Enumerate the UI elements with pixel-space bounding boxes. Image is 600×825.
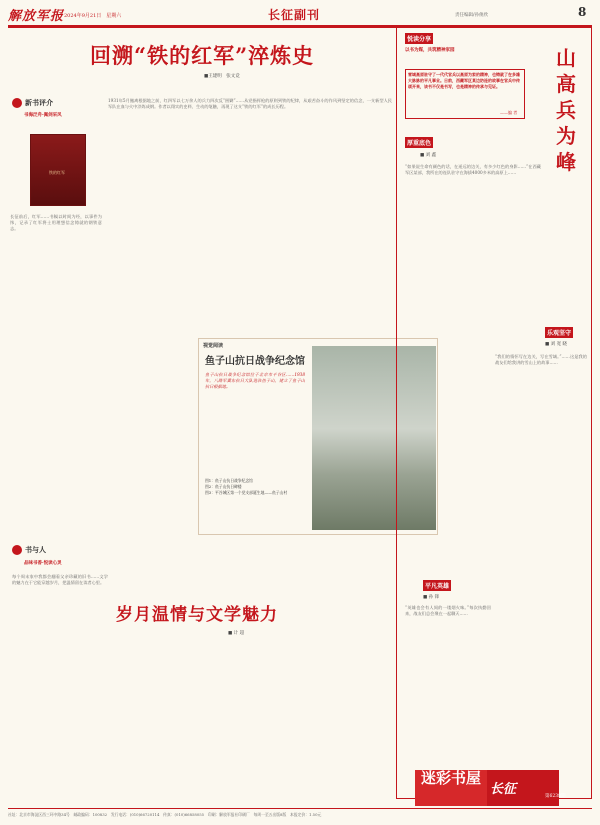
headline-byline: ■王建明 张文竞 — [204, 74, 240, 79]
section-kicker — [405, 137, 433, 148]
main-article-body-continued — [108, 340, 192, 530]
section-byline: ■ 孙 锋 — [423, 595, 440, 600]
page-number: 8 — [578, 5, 587, 19]
section-body: “如果说生命有颜色的话，在遥远的边关，有多少红色的身影……”在西藏军区某部，我所在的连队驻守在海拔4000多米的高原上…… — [405, 164, 541, 176]
new-book-kicker-label: 新书评介 — [25, 98, 53, 107]
editor-quote-author: ——编 者 — [500, 110, 518, 115]
main-article-body: 1931年5月撤离根据地之前，红四军以七万余人的兵力四次反“围剿”……从党指挥枪的原则到铁的纪律，从艰苦奋斗的作风到坚定的信念，一支新型人民军队在血与火中淬炼成钢。作者以翔实的史料、生动的笔触，再现了这支“铁的红军”的成长历程。 — [108, 98, 392, 110]
section-body: “我们的情怀写在边关，写在雪域。”……这是我的战友们给我讲的雪山上的故事…… — [495, 354, 587, 366]
new-book-kicker — [12, 98, 53, 108]
section-byline: ■ 刘 鑫 — [420, 153, 437, 158]
book-people-kicker-label: 书与人 — [25, 545, 46, 554]
book-icon — [12, 98, 22, 108]
section-kicker-label: 乐观坚守 — [545, 327, 573, 338]
footer-text: 社址：北京市海淀区西三环中路34号 邮政编码：100832 发行电话：(010)66720114 传真：(010)66858055 印刷：解放军报社印刷厂 每周一至五出版8版 本报定价：1.50元 — [8, 812, 322, 817]
book-people-subtitle: 品味书香·悦读心灵 — [24, 561, 62, 566]
book-cover-title: 铁的红军 — [49, 170, 65, 175]
sidebar-vertical-headline: 山高兵为峰 — [556, 46, 576, 174]
section-title: 长征副刊 — [268, 8, 321, 22]
essay-headline: 岁月温情与文学魅力 — [116, 605, 278, 625]
book-icon — [12, 545, 22, 555]
editor-line: 责任编辑/孙俊欣 — [455, 13, 489, 18]
essay-byline: ■ 计 超 — [228, 631, 245, 636]
section-kicker-label: 厚重底色 — [405, 137, 433, 148]
essay-body-col2 — [114, 640, 392, 800]
photo-feature-title: 鱼子山抗日战争纪念馆 — [205, 356, 305, 367]
section-body: “英雄也会有人间的一缕烟火味。”每次执勤回来，战友们总会聚在一起聊天…… — [405, 605, 491, 617]
section-kicker-label: 平凡英雄 — [423, 580, 451, 591]
new-book-body: 长征前后，红军……书稿以时间为经，以事件为纬，记录了红军将士用理想信念铸就的钢铁意志。 — [10, 214, 102, 232]
book-people-kicker — [12, 545, 46, 555]
photo-legend — [205, 478, 309, 496]
issue-date: 2024年9月21日 星期六 — [64, 13, 122, 19]
ad-issue-number: 第6238期 — [545, 794, 566, 799]
masthead-logo: 解放军报 — [8, 9, 65, 24]
editor-quote-text: 雪域高原驻守了一代代官兵以高原为家的精神，也铸就了在多雄大脉脉的平凡事业。日前，西藏军区某边防连的故事在官兵中传颂开来，该书不仅是书写，也是精神的传承与见证。 — [408, 72, 520, 89]
section-kicker — [545, 327, 573, 338]
ad-brand: 长征 — [490, 782, 517, 797]
new-book-subtitle: 书海泛舟·佩剑采风 — [24, 113, 62, 118]
sidebar-subtitle: 以书为媒，共筑精神家园 — [405, 48, 455, 53]
sidebar-kicker — [405, 33, 433, 44]
main-headline: 回溯“铁的红军”淬炼史 — [90, 43, 315, 68]
ad-title: 迷彩书屋 — [415, 770, 487, 806]
sidebar-kicker-label: 悦读分享 — [405, 33, 433, 44]
essay-body-col1: 每个周末家中我都会翻看父亲珍藏的旧书……文学的魅力在于它能穿越岁月，把温情留在读者心里。 — [12, 574, 108, 586]
section-byline: ■ 刘 宽 晓 — [545, 342, 568, 347]
photo-legend-item: 图2：鱼子山抗日碑楼 — [205, 484, 242, 489]
photo-legend-item: 图1：鱼子山抗日战争纪念馆 — [205, 478, 253, 483]
footer-rule — [8, 808, 592, 809]
photo-feature-kicker: 视觉阅读 — [203, 343, 224, 349]
photo-feature-caption: 鱼子山抗日战争纪念馆位于北京市平谷区……1938年，八路军冀东抗日大队进驻鱼子山，建立了鱼子山抗日根据地。 — [205, 372, 305, 390]
section-kicker — [423, 580, 451, 591]
photo-legend-item: 图3：平谷城区第一个党支部诞生地——鱼子山村 — [205, 490, 288, 495]
